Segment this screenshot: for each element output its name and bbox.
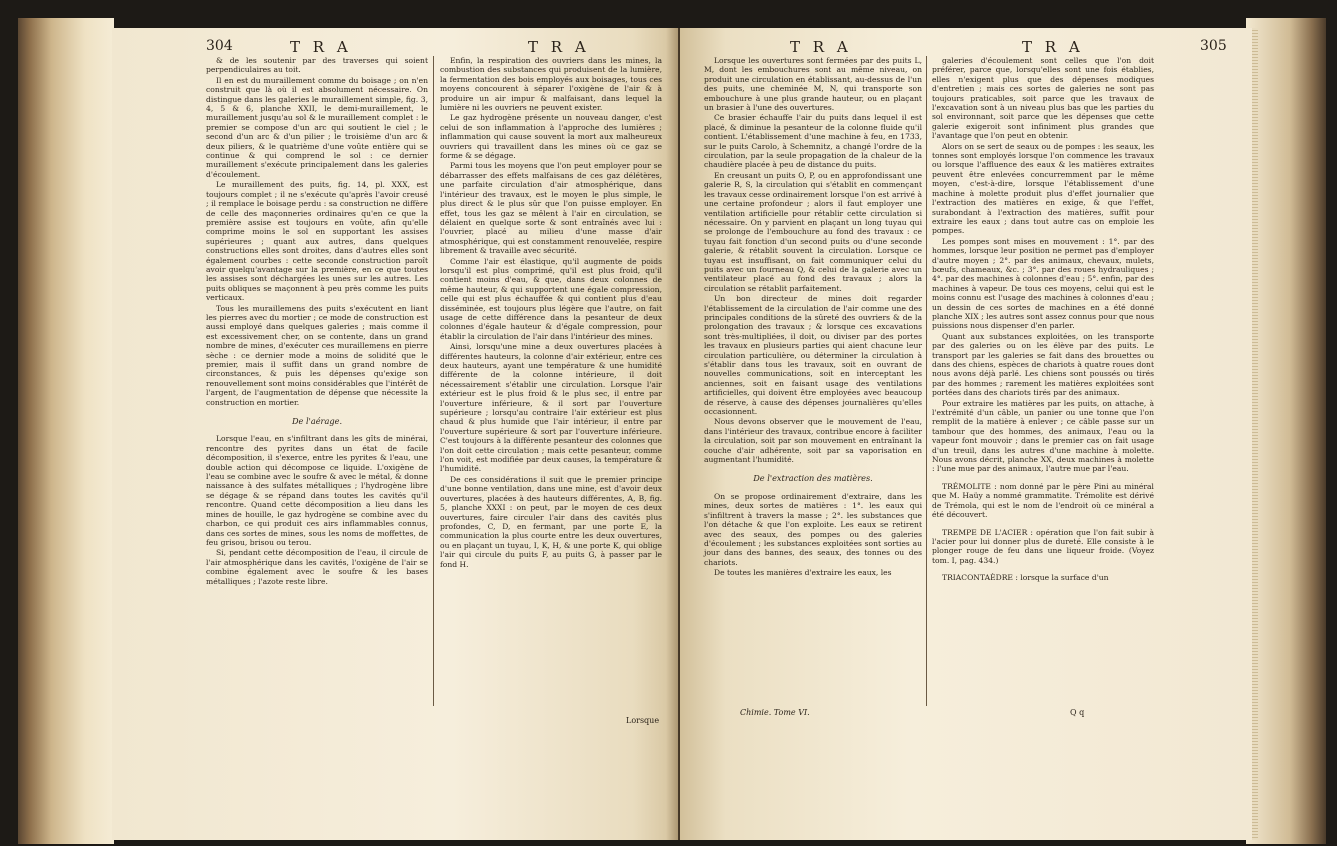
dictionary-entry: TRIACONTAÈDRE : lorsque la surface d'un	[942, 573, 1109, 583]
paragraph: Ainsi, lorsqu'une mine a deux ouvertures placées à différentes hauteurs, la colonne d'air extérieur, entre ces deux hauteurs, ayant une température & une humidité différente de la colonne intérieure, il doit nécessairement s'établir une circulation. Lorsque l'air extérieur est le plus froid & le plus sec, il entre par l'ouverture inférieure, & il sort par l'ouverture supérieure ; lorsqu'au contraire l'air extérieur est plus chaud & plus humide que l'air intérieur, il entre par l'ouverture supérieure & sort par l'ouverture inférieure. C'est toujours à la différente pesanteur des colonnes que l'on doit cette circulation ; mais cette pesanteur, comme l'on voit, est modifiée par deux causes, la température & l'humidité.	[440, 342, 662, 474]
volume-footer: Chimie. Tome VI.	[740, 708, 810, 717]
paragraph: Comme l'air est élastique, qu'il augmente de poids lorsqu'il est plus comprimé, qu'il est plus froid, qu'il contient moins d'eau, & que, dans deux colonnes de même hauteur, & qui supportent une égale compression, celle qui est plus échauffée & qui contient plus d'eau disséminée, est toujours plus légère que l'autre, on fait usage de cette différence dans la pesanteur de deux colonnes d'égale hauteur & d'égale compression, pour établir la circulation de l'air dans l'intérieur des mines.	[440, 256, 662, 341]
paragraph: De ces considérations il suit que le premier principe d'une bonne ventilation, dans une mine, est d'avoir deux ouvertures, placées à des hauteurs différentes, A, B, fig. 5, planche XXXI : on peut, par le moyen de ces deux ouvertures, faire circuler l'air dans des cavités plus profondes, C, D, en fermant, par une porte E, la communication la plus courte entre les deux ouvertures, ou en plaçant un tuyau, I, K, H, & une porte K, qui oblige l'air qui circule du puits F, au puits G, à passer par le fond H.	[440, 474, 662, 569]
right-page-number: 305	[1200, 38, 1227, 54]
left-running-head-2: T R A	[528, 38, 590, 56]
paragraph: Tous les muraillemens des puits s'exécutent en liant les pierres avec du mortier ; ce mode de construction est aussi employé dans quelques galeries ; mais comme il est excessivement cher, on se contente, dans un grand nombre de mines, d'exécuter ces muraillemens en pierre sèche : ce dernier mode a moins de solidité que le premier, mais il suffit dans un grand nombre de circonstances, & puis les dépenses qu'exige son renouvellement sont moins considérables que l'intérêt de l'argent, de l'augmentation de dépense que nécessite la construction en mortier.	[206, 303, 428, 407]
column-rule-right	[926, 56, 927, 706]
left-column-2	[440, 56, 662, 570]
paragraph: Le muraillement des puits, fig. 14, pl. XXX, est toujours complet ; il ne s'exécute qu'après l'avoir creusé ; il remplace le boisage perdu : sa construction ne diffère de celle des maçonneries ordinaires qu'en ce que la première assise est toujours en voûte, afin qu'elle comprime moins le sol en supportant les assises supérieures ; quant aux autres, dans quelques constructions elles sont droites, dans d'autres elles sont également courbes : cette seconde construction paroît avoir quelqu'avantage sur la première, en ce que toutes les assises sont déchargées les unes sur les autres. Les puits obliques se maçonnent à peu près comme les puits verticaux.	[206, 180, 428, 303]
paragraph: Quant aux substances exploitées, on les transporte par des galeries ou on les élève par des puits. Le transport par les galeries se fait dans des brouettes ou dans des chiens, espèces de chariots à quatre roues dont nous avons déjà parlé. Les chiens sont poussés ou tirés par des hommes ; rarement les matières exploitées sont portées dans des chariots tirés par des animaux.	[932, 331, 1154, 398]
left-running-head-1: T R A	[290, 38, 352, 56]
paragraph: & de les soutenir par des traverses qui soient perpendiculaires au toit.	[206, 56, 428, 75]
paragraph: Lorsque l'eau, en s'infiltrant dans les gîts de minérai, rencontre des pyrites dans un état de facile décomposition, il s'exerce, entre les pyrites & l'eau, une double action qui décompose ce liquide. L'oxigène de l'eau se combine avec le soufre & avec le métal, & donne naissance à des sulfates métalliques ; l'hydrogène libre se dégage & se répand dans toutes les cavités qu'il rencontre. Quand cette décomposition a lieu dans les mines de houille, le gaz hydrogène se combine avec du charbon, ce qui produit ces airs inflammables connus, dans ces sortes de mines, sous les noms de moffettes, de feu grisou, brisou ou terou.	[206, 434, 428, 547]
dictionary-entry: TRÉMOLITE : nom donné par le père Pini au minéral que M. Haüy a nommé grammatite. Trémolite est dérivé de Trémola, qui est le nom de l'endroit où ce minéral a été découvert.	[932, 481, 1154, 520]
signature-mark: Q q	[1070, 708, 1085, 717]
paragraph: Un bon directeur de mines doit regarder l'établissement de la circulation de l'air comme une des principales conditions de la sûreté des ouvriers & de la prolongation des travaux ; & lorsque ces excavations sont très-multipliées, il doit, ou diviser par des portes les travaux en plusieurs parties qui aient chacune leur circulation particulière, ou déterminer la circulation à s'établir dans tous les travaux, soit en ouvrant de nouvelles communications, soit en interceptant les anciennes, soit en faisant usage des ventilations artificielles, qui doivent être employées avec beaucoup de réserve, à cause des dépenses journalières qu'elles occasionnent.	[704, 294, 922, 417]
paragraph: Si, pendant cette décomposition de l'eau, il circule de l'air atmosphérique dans les cavités, l'oxigène de l'air se combine également avec le soufre & les bases métalliques ; l'azote reste libre.	[206, 548, 428, 586]
paragraph: Pour extraire les matières par les puits, on attache, à l'extrémité d'un câble, un panier ou une tonne que l'on remplit de la matière à enlever ; ce câble passe sur un tambour que des hommes, des animaux, l'eau ou la vapeur font mouvoir ; dans le premier cas on fait usage d'un treuil, dans les autres d'une machine à molette. Nous avons décrit, planche XX, deux machines à molette : l'une mue par des animaux, l'autre mue par l'eau.	[932, 398, 1154, 474]
paragraph: Lorsque les ouvertures sont fermées par des puits L, M, dont les embouchures sont au même niveau, on produit une circulation en établissant, au-dessus de l'un des puits, une cheminée M, N, qui transporte son embouchure à une plus grande hauteur, ou en plaçant un brasier à l'une des ouvertures.	[704, 56, 922, 113]
left-catchword: Lorsque	[626, 716, 660, 725]
paragraph: Enfin, la respiration des ouvriers dans les mines, la combustion des substances qui produisent de la lumière, la fermentation des bois employés aux boisages, tous ces moyens concourent à séparer l'oxigène de l'air & à produire un air impur & malfaisant, dans lequel la lumière ni les ouvriers ne peuvent exister.	[440, 56, 662, 113]
paragraph: Le gaz hydrogène présente un nouveau danger, c'est celui de son inflammation à l'approche des lumières ; inflammation qui cause souvent la mort aux malheureux ouvriers qui travaillent dans les mines où ce gaz se forme & se dégage.	[440, 113, 662, 161]
paragraph: En creusant un puits O, P, ou en approfondissant une galerie R, S, la circulation qui s'établit en commençant les travaux cesse ordinairement lorsque l'on est arrivé à une certaine profondeur ; alors il faut employer une ventilation artificielle pour rétablir cette circulation si nécessaire. On y parvient en plaçant un long tuyau qui se prolonge de l'embouchure au fond des travaux : ce tuyau fait fonction d'un second puits ou d'une seconde galerie, & rétablit souvent la circulation. Lorsque ce tuyau est insuffisant, on fait communiquer celui du puits avec un fourneau Q, & celui de la galerie avec un ventilateur placé au fond des travaux ; alors la circulation se rétablit parfaitement.	[704, 170, 922, 293]
right-running-head-2: T R A	[1022, 38, 1084, 56]
book-binding-right	[1246, 18, 1326, 844]
right-running-head-1: T R A	[790, 38, 852, 56]
page-edges	[1252, 28, 1258, 840]
book-binding-left	[18, 18, 114, 844]
section-heading: De l'aérage.	[291, 416, 343, 427]
right-column-2	[932, 56, 1154, 584]
left-column-1	[206, 56, 428, 587]
paragraph: galeries d'écoulement sont celles que l'on doit préférer, parce que, lorsqu'elles sont une fois établies, elles n'exigent plus que des dépenses modiques d'entretien ; mais ces sortes de galeries ne sont pas toujours praticables, soit parce que les travaux de l'excavation sont à un niveau plus bas que les parties du sol environnant, soit parce que les dépenses que cette galerie exigeroit sont infiniment plus grandes que l'avantage que l'on peut en obtenir.	[932, 56, 1154, 141]
paragraph: Parmi tous les moyens que l'on peut employer pour se débarrasser des effets malfaisans de ces gaz délétères, une parfaite circulation d'air atmosphérique, dans l'intérieur des travaux, est le moyen le plus simple, le plus direct & le plus sûr que l'on puisse employer. En effet, tous les gaz se mêlent à l'air en circulation, se délaient en quelque sorte & sont entraînés avec lui : l'ouvrier, placé au milieu d'une masse d'air atmosphérique, qui est constamment renouvelée, respire librement & travaille avec sécurité.	[440, 161, 662, 256]
right-column-1	[704, 56, 922, 579]
paragraph: Alors on se sert de seaux ou de pompes : les seaux, les tonnes sont employés lorsque l'on commence les travaux ou lorsque l'affluence des eaux & les matières extraites peuvent être enlevées concurremment par le même moyen, c'est-à-dire, lorsque l'établissement d'une machine à molette produit plus d'effet journalier que l'extraction des matières en exige, & que l'effet, surabondant à l'extraction des matières, suffit pour extraire les eaux ; dans tout autre cas on emploie les pompes.	[932, 141, 1154, 236]
paragraph: De toutes les manières d'extraire les eaux, les	[714, 568, 892, 578]
paragraph: Ce brasier échauffe l'air du puits dans lequel il est placé, & diminue la pesanteur de la colonne fluide qu'il contient. L'établissement d'une machine à feu, en 1733, sur le puits Carolo, à Schemnitz, a changé l'ordre de la circulation, par la seule propagation de la chaleur de la chaudière placée à peu de distance du puits.	[704, 113, 922, 170]
column-rule-left	[433, 56, 434, 706]
dictionary-entry: TREMPE DE L'ACIER : opération que l'on fait subir à l'acier pour lui donner plus de dureté. Elle consiste à le plonger rouge de feu dans une liqueur froide. (Voyez tom. I, pag. 434.)	[932, 527, 1154, 565]
paragraph: Nous devons observer que le mouvement de l'eau, dans l'intérieur des travaux, contribue encore à faciliter la circulation, soit par son mouvement en entraînant la couche d'air adhérente, soit par sa vaporisation en augmentant l'humidité.	[704, 417, 922, 465]
section-heading: De l'extraction des matières.	[753, 473, 873, 484]
paragraph: Les pompes sont mises en mouvement : 1°. par des hommes, lorsque leur position ne permet pas d'employer d'autre moyen ; 2°. par des animaux, chevaux, mulets, bœufs, chameaux, &c. ; 3°. par des roues hydrauliques ; 4°. par des machines à colonnes d'eau ; 5°. enfin, par des machines à vapeur. De tous ces moyens, celui qui est le moins connu est l'usage des machines à colonnes d'eau ; un dessin de ces sortes de machines en a été donné planche XIX ; les autres sont assez connus pour que nous puissions nous dispenser d'en parler.	[932, 236, 1154, 331]
paragraph: On se propose ordinairement d'extraire, dans les mines, deux sortes de matières : 1°. les eaux qui s'infiltrent à travers la masse ; 2°. les substances que l'on détache & que l'on exploite. Les eaux se retirent avec des seaux, des pompes ou des galeries d'écoulement ; les substances exploitées sont sorties au jour dans des bannes, des seaux, des tonnes ou des chariots.	[704, 491, 922, 567]
left-page-number: 304	[206, 38, 233, 54]
paragraph: Il en est du muraillement comme du boisage ; on n'en construit que là où il est absolument nécessaire. On distingue dans les galeries le muraillement simple, fig. 3, 4, 5 & 6, planche XXII, le demi-muraillement, le muraillement jusqu'au sol & le muraillement complet : le premier se compose d'un arc qui soutient le ciel ; le second d'un arc & d'un pilier ; le troisième d'un arc & deux piliers, & le quatrième d'une voûte entière qui se continue & qui comprend le sol : ce dernier muraillement s'exécute principalement dans les galeries d'écoulement.	[206, 75, 428, 179]
